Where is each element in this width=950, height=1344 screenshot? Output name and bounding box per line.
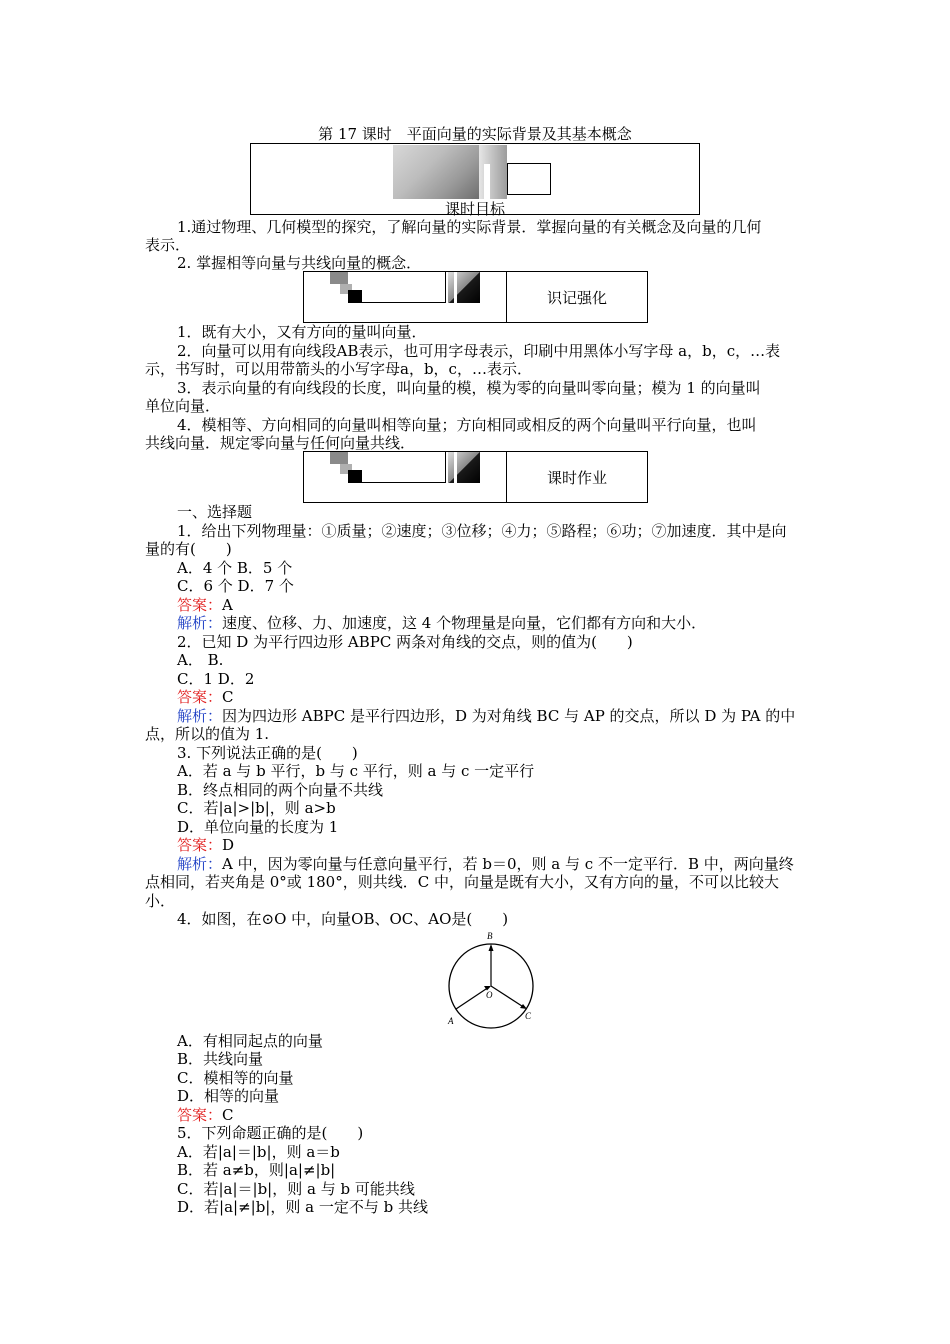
answer-value: C xyxy=(222,1106,234,1124)
banner-decoration xyxy=(445,272,446,303)
goal-line: 1.通过物理、几何模型的探究，了解向量的实际背景．掌握向量的有关概念及向量的几何 xyxy=(177,218,762,236)
analysis-label: 解析： xyxy=(177,614,223,632)
goal-line: 表示． xyxy=(145,236,191,254)
banner-decoration xyxy=(393,145,479,199)
question-option: B．若 a≠b，则|a|≠|b| xyxy=(177,1161,336,1179)
memory-line: 单位向量． xyxy=(145,397,221,415)
analysis-label: 解析： xyxy=(177,855,223,873)
question-option: C．若|a|＝|b|，则 a 与 b 可能共线 xyxy=(177,1180,415,1198)
question-stem: 2．已知 D 为平行四边形 ABPC 两条对角线的交点，则的值为( ) xyxy=(177,633,633,651)
question-option: A．若 a 与 b 平行，b 与 c 平行，则 a 与 c 一定平行 xyxy=(177,762,535,780)
banner-decoration xyxy=(454,272,457,303)
memory-line: 3．表示向量的有向线段的长度，叫向量的模，模为零的向量叫零向量；模为 1 的向量叫 xyxy=(177,379,761,397)
answer-label: 答案： xyxy=(177,596,223,614)
analysis-text: 因为四边形 ABPC 是平行四边形，D 为对角线 BC 与 AP 的交点，所以 D 为 PA 的中 xyxy=(222,707,796,725)
arrow-head-b xyxy=(489,944,494,951)
section-heading: 一、选择题 xyxy=(177,504,253,521)
analysis-line xyxy=(177,855,794,873)
circle-vector-figure xyxy=(443,928,543,1032)
answer-line xyxy=(177,1106,234,1124)
question-stem: 1．给出下列物理量：①质量；②速度；③位移；④力；⑤路程；⑥功；⑦加速度．其中是向 xyxy=(177,522,787,540)
answer-value: C xyxy=(222,688,234,706)
question-option: B．共线向量 xyxy=(177,1050,264,1068)
answer-line xyxy=(177,688,234,706)
question-option: B．终点相同的两个向量不共线 xyxy=(177,781,384,799)
analysis-text: A 中，因为零向量与任意向量平行，若 b＝0，则 a 与 c 不一定平行．B 中，两向量终 xyxy=(222,855,794,873)
memory-line: 共线向量．规定零向量与任何向量共线． xyxy=(145,434,416,452)
question-option: A． B. xyxy=(177,651,224,669)
answer-value: A xyxy=(222,596,233,614)
page-title: 第 17 课时 平面向量的实际背景及其基本概念 xyxy=(318,125,632,143)
question-option: C．6 个 D．7 个 xyxy=(177,577,294,595)
memory-banner xyxy=(303,271,648,323)
label-o: O xyxy=(486,990,493,1000)
banner-decoration xyxy=(448,452,480,483)
question-option: A．若|a|＝|b|，则 a＝b xyxy=(177,1143,340,1161)
banner-decoration xyxy=(330,452,348,464)
analysis-text: 速度、位移、力、加速度，这 4 个物理量是向量，它们都有方向和大小． xyxy=(222,614,707,632)
banner-decoration xyxy=(448,272,480,303)
memory-banner-label: 识记强化 xyxy=(546,290,607,307)
vector-oc xyxy=(491,986,525,1008)
question-stem: 5．下列命题正确的是( ) xyxy=(177,1124,364,1142)
answer-line xyxy=(177,836,234,854)
label-c: C xyxy=(525,1011,532,1021)
memory-line: 1．既有大小，又有方向的量叫向量． xyxy=(177,323,427,341)
question-stem: 量的有( ) xyxy=(145,540,232,558)
memory-line: 示，书写时，可以用带箭头的小写字母a，b，c，…表示． xyxy=(145,360,532,378)
banner-decoration xyxy=(445,452,446,483)
analysis-line xyxy=(177,707,795,725)
question-option: C．1 D．2 xyxy=(177,670,255,688)
goal-banner xyxy=(250,143,700,218)
answer-label: 答案： xyxy=(177,1106,223,1124)
question-option: A．4 个 B．5 个 xyxy=(177,559,293,577)
banner-decoration xyxy=(348,482,446,483)
memory-line: 4．模相等、方向相同的向量叫相等向量；方向相同或相反的两个向量叫平行向量，也叫 xyxy=(177,416,757,434)
banner-box xyxy=(507,163,551,195)
question-stem: 4．如图，在⊙O 中，向量OB、OC、AO是( ) xyxy=(177,910,509,928)
question-option: A．有相同起点的向量 xyxy=(177,1032,323,1050)
banner-decoration xyxy=(348,302,446,303)
analysis-line: 点相同，若夹角是 0°或 180°，则共线．C 中，向量是既有大小，又有方向的量，不可以比较大 xyxy=(145,873,779,891)
analysis-label: 解析： xyxy=(177,707,223,725)
answer-value: D xyxy=(222,836,235,854)
answer-line xyxy=(177,596,233,614)
goal-line: 2. 掌握相等向量与共线向量的概念． xyxy=(177,254,422,272)
goal-banner-label: 课时目标 xyxy=(444,201,505,218)
answer-label: 答案： xyxy=(177,688,223,706)
analysis-line: 点，所以的值为 1. xyxy=(145,725,270,743)
banner-decoration xyxy=(454,452,457,483)
analysis-line xyxy=(177,614,706,632)
label-a: A xyxy=(448,1016,454,1026)
homework-banner-label: 课时作业 xyxy=(546,470,607,487)
banner-decoration xyxy=(484,164,490,200)
banner-decoration xyxy=(330,272,348,284)
question-option: D．单位向量的长度为 1 xyxy=(177,818,339,836)
analysis-line: 小． xyxy=(145,892,176,910)
label-b: B xyxy=(487,931,493,941)
memory-line: 2．向量可以用有向线段AB表示，也可用字母表示，印刷中用黑体小写字母 a，b，c，…表 xyxy=(177,342,781,360)
answer-label: 答案： xyxy=(177,836,223,854)
question-option: D．相等的向量 xyxy=(177,1087,280,1105)
vector-ao xyxy=(456,987,489,1009)
homework-banner xyxy=(303,451,648,503)
question-option: D．若|a|≠|b|，则 a 一定不与 b 共线 xyxy=(177,1198,428,1216)
question-option: C．若|a|>|b|，则 a>b xyxy=(177,799,336,817)
question-option: C．模相等的向量 xyxy=(177,1069,294,1087)
question-stem: 3. 下列说法正确的是( ) xyxy=(177,744,358,762)
